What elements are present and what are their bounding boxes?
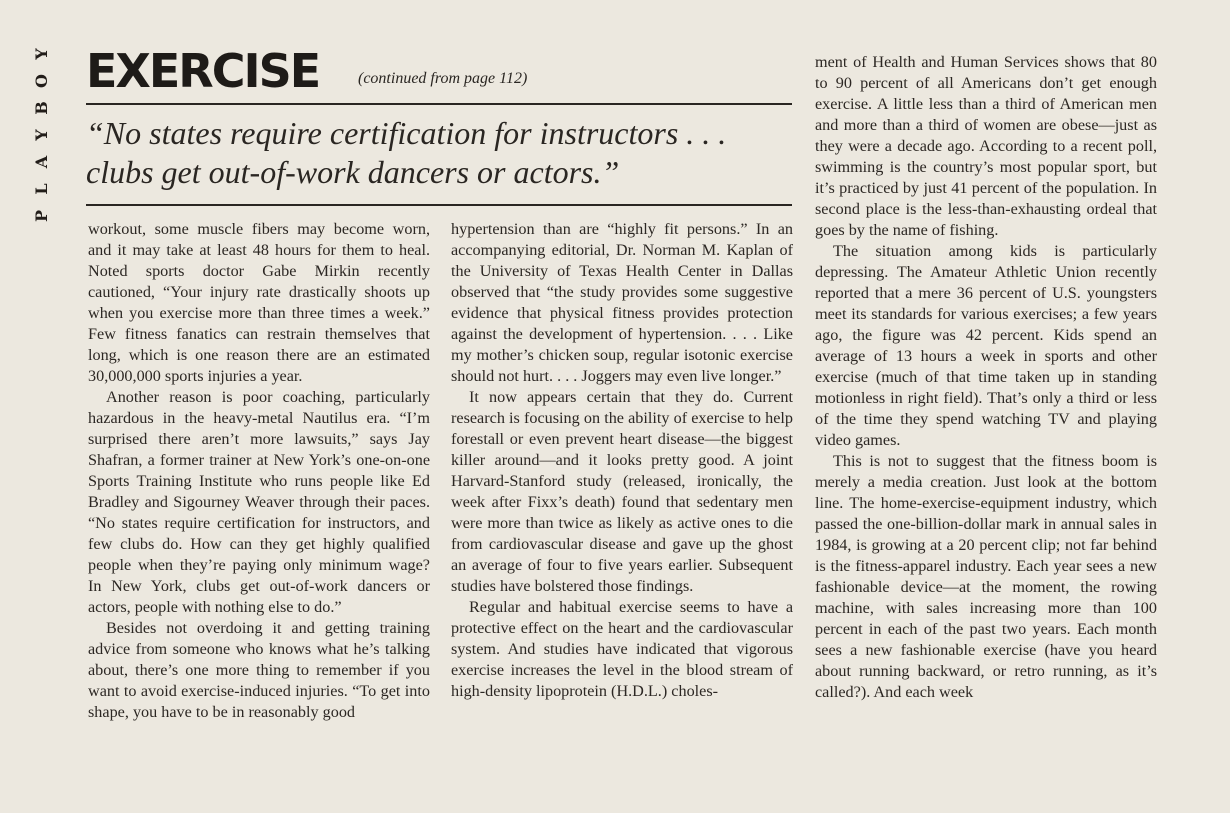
sidebar-letter: L xyxy=(32,183,51,195)
paragraph: It now appears certain that they do. Current research is focusing on the ability of exercise to help forestall or even prevent heart disease—the biggest killer around—and it looks pretty good. A joint Harvard-Stanford study (released, ironically, the week after Fixx’s death) found that sedentary men were more than twice as likely as active ones to die from cardiovascular disease and gave up the ghost an average of four to five years earlier. Subsequent studies have bolstered those findings. xyxy=(451,388,793,595)
pullquote-bottom-rule xyxy=(86,204,792,206)
sidebar-letter: Y xyxy=(32,48,51,60)
pullquote-top-rule xyxy=(86,103,792,105)
section-title: EXERCISE xyxy=(86,44,320,98)
paragraph: workout, some muscle fibers may become worn, and it may take at least 48 hours for them to heal. Noted sports doctor Gabe Mirkin recently cautioned, “Your injury rate drastically shoots up when you exercise more than three times a week.” Few fitness fanatics can restrain themselves that long, which is one reason there are an estimated 30,000,000 sports injuries a year. xyxy=(88,220,430,385)
body-column-2 xyxy=(451,219,793,702)
paragraph: Regular and habitual exercise seems to have a protective effect on the heart and the cardiovascular system. And studies have indicated that vigorous exercise increases the level in the blood stream of high-density lipoprotein (H.D.L.) choles- xyxy=(451,598,793,700)
paragraph: hypertension than are “highly fit persons.” In an accompanying editorial, Dr. Norman M. Kaplan of the University of Texas Health Center in Dallas observed that “the study provides some suggestive evidence that physical fitness provides protection against the development of hypertension. . . . Like my mother’s chicken soup, regular isotonic exercise should not hurt. . . . Joggers may even live longer.” xyxy=(451,220,793,385)
sidebar-letter: P xyxy=(32,209,51,223)
paragraph: This is not to suggest that the fitness boom is merely a media creation. Just look at the bottom line. The home-exercise-equipment industry, which passed the one-billion-dollar mark in annual sales in 1984, is growing at a 20 percent clip; not far behind is the fitness-apparel industry. Each year sees a new fashionable device—at the moment, the rowing machine, with sales increasing more than 100 percent in each of the past two years. Each month sees a new fashionable exercise (have you heard about running backward, or retro running, as it’s called?). And each week xyxy=(815,452,1157,701)
sidebar-letter: A xyxy=(32,155,51,169)
continued-from-note: (continued from page 112) xyxy=(358,70,528,87)
paragraph: ment of Health and Human Services shows that 80 to 90 percent of all Americans don’t get enough exercise. A little less than a third of American men and more than a third of women are obese—just as they were a decade ago. According to a recent poll, swimming is the country’s most popular sport, but it’s practiced by just 41 percent of the population. In second place is the less-than-exhausting ordeal that goes by the name of fishing. xyxy=(815,53,1157,239)
body-column-3 xyxy=(815,52,1157,703)
paragraph: Another reason is poor coaching, particularly hazardous in the heavy-metal Nautilus era. “I’m surprised there aren’t more lawsuits,” says Jay Shafran, a former trainer at New York’s one-on-one Sports Training Institute who runs people like Ed Bradley and Sigourney Weaver through their paces. “No states require certification for instructors, and few clubs do. How can they get highly qualified people when they’re paying only minimum wage? In New York, clubs get out-of-work dancers or actors, people with nothing else to do.” xyxy=(88,388,430,616)
article-header xyxy=(86,44,791,98)
sidebar-letter: Y xyxy=(32,129,51,141)
sidebar-letter: O xyxy=(32,74,51,88)
paragraph: Besides not overdoing it and getting training advice from someone who knows what he’s talking about, there’s one more thing to remember if you want to avoid exercise-induced injuries. “To get into shape, you have to be in reasonably good xyxy=(88,619,430,721)
paragraph: The situation among kids is particularly depressing. The Amateur Athletic Union recently reported that a mere 36 percent of U.S. youngsters meet its standards for various exercises; a few years ago, the figure was 42 percent. Kids spend an average of 13 hours a week in sports and other exercise (much of that time taken up in standing motionless in right field). That’s only a third or less of the time they spend watching TV and playing video games. xyxy=(815,242,1157,449)
magazine-name-vertical xyxy=(30,42,54,232)
sidebar-letter: B xyxy=(32,101,51,115)
pullquote: “No states require certification for instructors . . . clubs get out-of-work dancers or actors.” xyxy=(86,115,727,190)
body-column-1 xyxy=(88,219,430,723)
